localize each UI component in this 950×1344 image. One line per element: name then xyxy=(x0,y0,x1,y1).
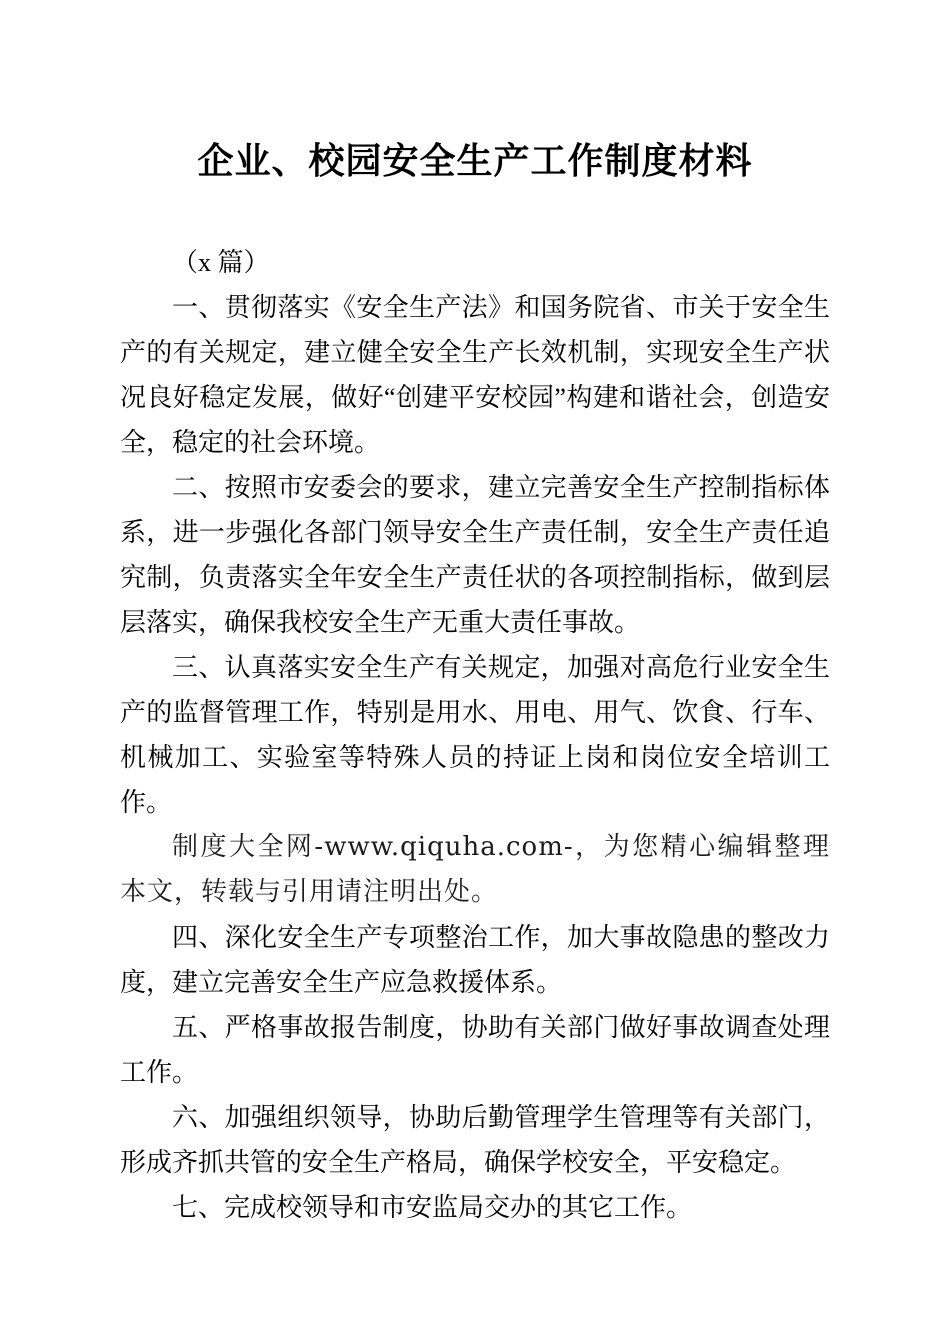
source-watermark-line: 制度大全网-www.qiquha.com-，为您精心编辑整理本文，转载与引用请注明出处。 xyxy=(120,832,830,907)
paragraph-item-7: 七、完成校领导和市安监局交办的其它工作。 xyxy=(172,1193,693,1222)
paragraph-item-2: 二、按照市安委会的要求，建立完善安全生产控制指标体系，进一步强化各部门领导安全生产责任制，安全生产责任追究制，负责落实全年安全生产责任状的各项控制指标，做到层层落实，确保我校安全生产无重大责任事故。 xyxy=(120,473,830,637)
paragraph-item-3: 三、认真落实安全生产有关规定，加强对高危行业安全生产的监督管理工作，特别是用水、用电、用气、饮食、行车、机械加工、实验室等特殊人员的持证上岗和岗位安全培训工作。 xyxy=(120,653,830,817)
piece-count-line: （x 篇） xyxy=(172,248,270,277)
paragraph-item-6: 六、加强组织领导，协助后勤管理学生管理等有关部门，形成齐抓共管的安全生产格局，确保学校安全，平安稳定。 xyxy=(120,1103,830,1177)
paragraph-item-1: 一、贯彻落实《安全生产法》和国务院省、市关于安全生产的有关规定，建立健全安全生产长效机制，实现安全生产状况良好稳定发展，做好“创建平安校园”构建和谐社会，创造安全，稳定的社会环境。 xyxy=(120,293,830,457)
paragraph-item-4: 四、深化安全生产专项整治工作，加大事故隐患的整改力度，建立完善安全生产应急救援体系。 xyxy=(120,923,830,997)
document-title: 企业、校园安全生产工作制度材料 xyxy=(197,140,753,181)
paragraph-item-5: 五、严格事故报告制度，协助有关部门做好事故调查处理工作。 xyxy=(120,1013,830,1087)
